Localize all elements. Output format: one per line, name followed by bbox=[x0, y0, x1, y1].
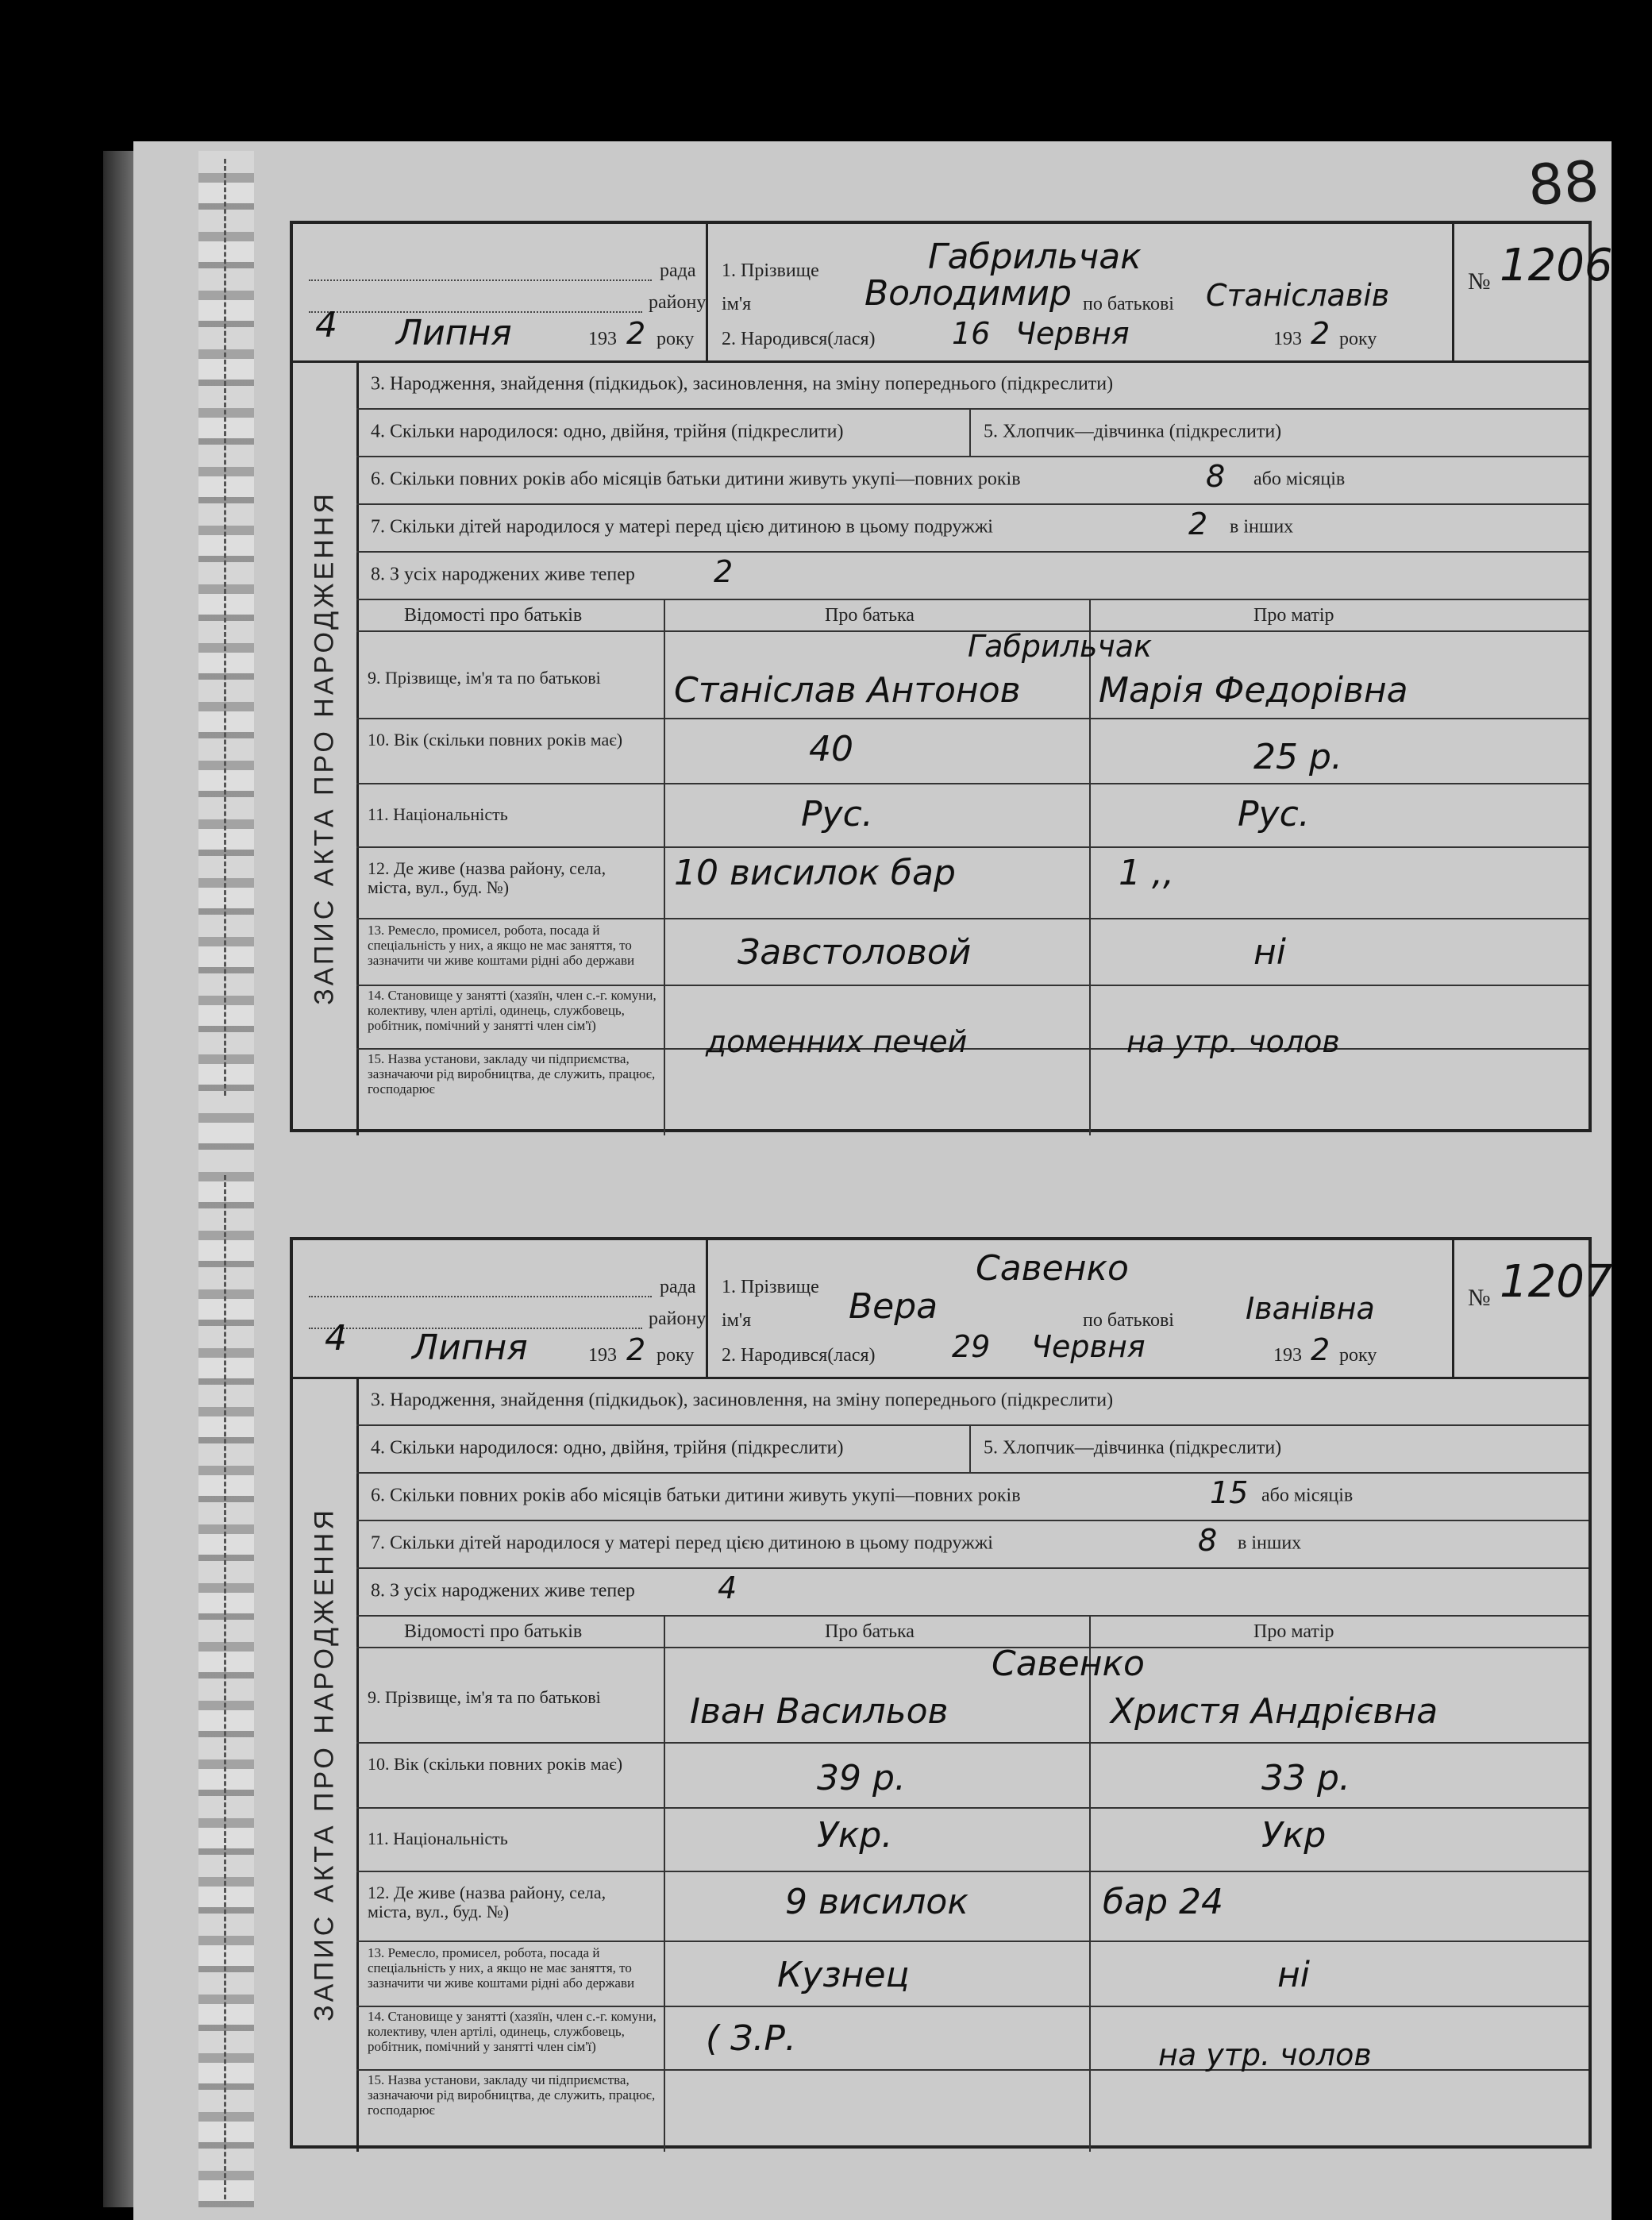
birth-record-1 bbox=[290, 221, 1613, 1132]
col-father-header: Про батька bbox=[825, 1621, 915, 1642]
q8-row bbox=[356, 551, 1588, 600]
born-label: 2. Народився(лася) bbox=[722, 329, 876, 349]
rada-label: рада bbox=[660, 1277, 696, 1297]
children-before: 8 bbox=[1198, 1523, 1218, 1558]
raionu-label: району bbox=[649, 292, 707, 313]
mother-employer: на утр. чолов bbox=[1126, 1024, 1340, 1059]
birth-year-digit: 2 bbox=[1311, 316, 1330, 351]
col-father-header: Про батька bbox=[825, 605, 915, 626]
q4-q5-row bbox=[356, 408, 1588, 457]
birth-roku-label: року bbox=[1339, 329, 1377, 349]
record-number: 1206 bbox=[1500, 240, 1613, 291]
q6-text: 6. Скільки повних років або місяців батьки дитини живуть укупі—повних років bbox=[371, 1485, 1021, 1506]
children-before: 2 bbox=[1188, 507, 1208, 542]
r9-label: 9. Прізвище, ім'я та по батькові bbox=[368, 668, 601, 688]
father-address: 10 висилок бар bbox=[674, 853, 956, 893]
q7-row bbox=[356, 1520, 1588, 1569]
mother-address: бар 24 bbox=[1103, 1882, 1224, 1922]
birth-record-2 bbox=[290, 1237, 1613, 2149]
q3-row bbox=[356, 1377, 1588, 1426]
col-mother-header: Про матір bbox=[1253, 1621, 1334, 1642]
mother-address: 1 ,, bbox=[1119, 853, 1174, 893]
parents-table bbox=[356, 1615, 1588, 2152]
patronymic-label: по батькові bbox=[1083, 294, 1174, 314]
father-position: ( З.Р. bbox=[706, 2018, 796, 2059]
mother-employer: на утр. чолов bbox=[1158, 2037, 1372, 2072]
col-info-header: Відомості про батьків bbox=[404, 605, 583, 626]
father-nationality: Укр. bbox=[817, 1815, 893, 1856]
birth-year-prefix: 193 bbox=[1273, 1345, 1302, 1366]
reg-year-digit: 2 bbox=[626, 316, 646, 351]
side-title-panel bbox=[293, 360, 359, 1135]
year-prefix: 193 bbox=[588, 1345, 617, 1366]
family-surname: Габрильчак bbox=[968, 629, 1153, 664]
year-prefix: 193 bbox=[588, 329, 617, 349]
father-nationality: Рус. bbox=[801, 794, 873, 834]
r14-label: 14. Становище у занятті (хазяїн, член с.-г. комуни, колективу, член артілі, одинець, службовець, робітник, помічний у занятті член сім'ї) bbox=[368, 988, 657, 1033]
side-title-panel bbox=[293, 1377, 359, 2152]
mother-nationality: Рус. bbox=[1238, 794, 1310, 834]
mother-name: Христя Андрієвна bbox=[1111, 1691, 1438, 1732]
q3-text: 3. Народження, знайдення (підкидьок), засиновлення, на зміну попереднього (підкреслити) bbox=[371, 1389, 1114, 1411]
name-label: ім'я bbox=[722, 294, 752, 314]
reg-day: 4 bbox=[315, 305, 337, 345]
q7-row bbox=[356, 503, 1588, 553]
record-header bbox=[293, 1240, 1613, 1379]
birth-year-prefix: 193 bbox=[1273, 329, 1302, 349]
mother-nationality: Укр bbox=[1261, 1815, 1327, 1856]
q3-row bbox=[356, 360, 1588, 410]
birth-roku-label: року bbox=[1339, 1345, 1377, 1366]
birth-year-digit: 2 bbox=[1311, 1332, 1330, 1367]
q8-text: 8. З усіх народжених живе тепер bbox=[371, 564, 635, 585]
child-given-name: Вера bbox=[849, 1286, 938, 1327]
reg-day: 4 bbox=[325, 1318, 347, 1359]
surname-label: 1. Прізвище bbox=[722, 260, 819, 281]
r15-label: 15. Назва установи, закладу чи підприємства, зазначаючи рід виробництва, де служить, працює, господарює bbox=[368, 2072, 656, 2118]
q4-text: 4. Скільки народилося: одно, двійня, трійня (підкреслити) bbox=[371, 421, 844, 442]
r13-label: 13. Ремесло, промисел, робота, посада й спеціальність у них, а якщо не має заняття, то зазначити чи живе коштами рідні або держави bbox=[368, 923, 635, 968]
roku-label: року bbox=[657, 329, 695, 349]
birth-month: Червня bbox=[1031, 1329, 1146, 1364]
q7-other-text: в інших bbox=[1230, 516, 1294, 538]
r9-label: 9. Прізвище, ім'я та по батькові bbox=[368, 1687, 601, 1707]
q6-row bbox=[356, 1472, 1588, 1521]
record-number: 1207 bbox=[1500, 1256, 1613, 1308]
q8-row bbox=[356, 1567, 1588, 1617]
child-patronymic: Іванівна bbox=[1246, 1291, 1375, 1326]
q6-text: 6. Скільки повних років або місяців батьки дитини живуть укупі—повних років bbox=[371, 468, 1021, 490]
r13-label: 13. Ремесло, промисел, робота, посада й спеціальність у них, а якщо не має заняття, то зазначити чи живе коштами рідні або держави bbox=[368, 1945, 635, 1991]
mother-trade: ні bbox=[1253, 932, 1286, 973]
q8-text: 8. З усіх народжених живе тепер bbox=[371, 1580, 635, 1601]
surname-label: 1. Прізвище bbox=[722, 1277, 819, 1297]
col-info-header: Відомості про батьків bbox=[404, 1621, 583, 1642]
reg-year-digit: 2 bbox=[626, 1332, 646, 1367]
q5-text: 5. Хлопчик—дівчинка (підкреслити) bbox=[984, 421, 1282, 442]
side-title: ЗАПИС АКТА ПРО НАРОДЖЕННЯ bbox=[309, 491, 340, 1005]
q4-q5-row bbox=[356, 1424, 1588, 1474]
number-label: № bbox=[1468, 1285, 1491, 1311]
q5-text: 5. Хлопчик—дівчинка (підкреслити) bbox=[984, 1437, 1282, 1459]
r11-label: 11. Національність bbox=[368, 1829, 508, 1848]
r11-label: 11. Національність bbox=[368, 804, 508, 824]
q4-text: 4. Скільки народилося: одно, двійня, трійня (підкреслити) bbox=[371, 1437, 844, 1459]
years-together: 15 bbox=[1210, 1475, 1249, 1510]
number-label: № bbox=[1468, 268, 1491, 295]
mother-trade: ні bbox=[1277, 1955, 1310, 1995]
father-employer: доменних печей bbox=[706, 1024, 968, 1059]
birth-day: 29 bbox=[952, 1329, 991, 1364]
torn-page-edge bbox=[198, 151, 254, 2207]
record-header bbox=[293, 224, 1613, 363]
father-address: 9 висилок bbox=[785, 1882, 968, 1922]
q7-text: 7. Скільки дітей народилося у матері перед цією дитиною в цьому подружжі bbox=[371, 1532, 993, 1554]
father-trade: Кузнец bbox=[777, 1955, 910, 1995]
mother-age: 25 р. bbox=[1253, 737, 1342, 777]
roku-label: року bbox=[657, 1345, 695, 1366]
q6-months-text: або місяців bbox=[1253, 468, 1346, 490]
rada-label: рада bbox=[660, 260, 696, 281]
parents-table bbox=[356, 599, 1588, 1135]
page-number: 88 bbox=[1526, 148, 1601, 219]
father-name: Іван Васильов bbox=[690, 1691, 949, 1732]
r14-label: 14. Становище у занятті (хазяїн, член с.-г. комуни, колективу, член артілі, одинець, службовець, робітник, помічний у занятті член сім'ї) bbox=[368, 2009, 657, 2054]
living-now: 4 bbox=[718, 1571, 737, 1605]
r12-label: 12. Де живе (назва району, села, міста, вул., буд. №) bbox=[368, 858, 607, 897]
living-now: 2 bbox=[714, 554, 734, 589]
q6-months-text: або місяців bbox=[1261, 1485, 1354, 1506]
q3-text: 3. Народження, знайдення (підкидьок), засиновлення, на зміну попереднього (підкреслити) bbox=[371, 373, 1114, 395]
q6-row bbox=[356, 456, 1588, 505]
father-age: 39 р. bbox=[817, 1758, 906, 1798]
birth-month: Червня bbox=[1015, 316, 1130, 351]
child-patronymic: Станіславів bbox=[1206, 278, 1390, 313]
q7-other-text: в інших bbox=[1238, 1532, 1302, 1554]
mother-name: Марія Федорівна bbox=[1099, 670, 1408, 711]
years-together: 8 bbox=[1206, 459, 1226, 494]
born-label: 2. Народився(лася) bbox=[722, 1345, 876, 1366]
father-name: Станіслав Антонов bbox=[674, 670, 1021, 711]
perforation-line-top bbox=[224, 159, 226, 1096]
father-trade: Завстоловой bbox=[737, 932, 972, 973]
child-surname: Савенко bbox=[976, 1248, 1129, 1289]
q7-text: 7. Скільки дітей народилося у матері перед цією дитиною в цьому подружжі bbox=[371, 516, 993, 538]
child-surname: Габрильчак bbox=[928, 237, 1142, 277]
r10-label: 10. Вік (скільки повних років має) bbox=[368, 730, 623, 750]
reg-month: Липня bbox=[396, 313, 512, 353]
r15-label: 15. Назва установи, закладу чи підприємства, зазначаючи рід виробництва, де служить, працює, господарює bbox=[368, 1051, 656, 1097]
name-label: ім'я bbox=[722, 1310, 752, 1331]
father-age: 40 bbox=[809, 729, 853, 769]
r10-label: 10. Вік (скільки повних років має) bbox=[368, 1754, 623, 1774]
patronymic-label: по батькові bbox=[1083, 1310, 1174, 1331]
family-surname: Савенко bbox=[992, 1644, 1145, 1684]
r12-label: 12. Де живе (назва району, села, міста, вул., буд. №) bbox=[368, 1883, 607, 1921]
col-mother-header: Про матір bbox=[1253, 605, 1334, 626]
raionu-label: району bbox=[649, 1308, 707, 1329]
side-title: ЗАПИС АКТА ПРО НАРОДЖЕННЯ bbox=[309, 1507, 340, 2022]
mother-age: 33 р. bbox=[1261, 1758, 1350, 1798]
perforation-line-bottom bbox=[224, 1175, 226, 2199]
child-given-name: Володимир bbox=[865, 273, 1072, 314]
reg-month: Липня bbox=[412, 1328, 528, 1368]
birth-day: 16 bbox=[952, 316, 991, 351]
